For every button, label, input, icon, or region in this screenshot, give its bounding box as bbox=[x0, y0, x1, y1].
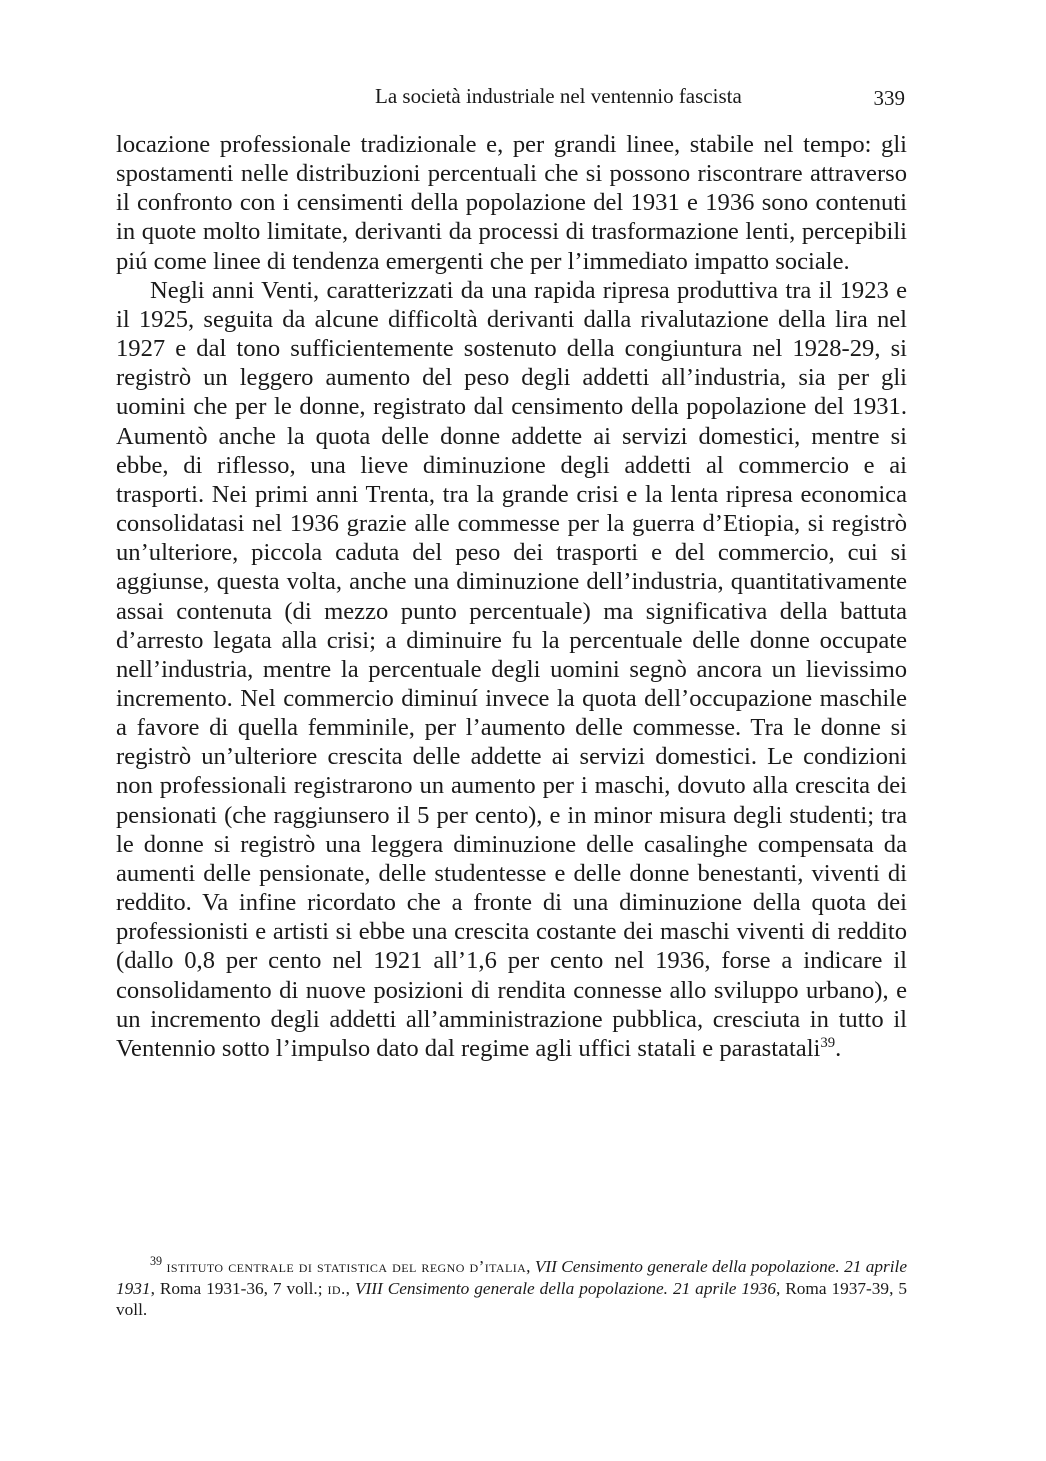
paragraph-2-text: Negli anni Venti, caratterizzati da una rapida ripresa produttiva tra il 1923 e il 1925, seguita da alcune difficoltà derivanti dalla rivalutazione della lira nel 1927 e dal tono sufficientemente sostenuto della congiuntura nel 1928-29, si registrò un leggero aumento del peso degli addetti all’industria, sia per gli uomini che per le donne, registrato dal censimento della popolazione del 1931. Aumentò anche la quota delle donne addette ai servizi domestici, mentre si ebbe, di riflesso, una lieve diminuzione degli addetti al commercio e ai trasporti. Nei primi anni Trenta, tra la grande crisi e la lenta ripresa economica consolidatasi nel 1936 grazie alle commesse per la guerra d’Etiopia, si registrò un’ulteriore, piccola caduta del peso dei trasporti e del commercio, cui si aggiunse, questa volta, anche una diminuzione dell’industria, quantitativamente assai contenuta (di mezzo punto percentuale) ma significativa della battuta d’arresto legata alla crisi; a diminuire fu la percentuale delle donne occupate nell’industria, mentre la percentuale degli uomini segnò ancora un lievissimo incremento. Nel commercio diminuí invece la quota dell’occupazione maschile a favore di quella femminile, per l’aumento delle commesse. Tra le donne si registrò un’ulteriore crescita delle addette ai servizi domestici. Le condizioni non professionali registrarono un aumento per i maschi, dovuto alla crescita dei pensionati (che raggiunsero il 5 per cento), e in minor misura degli studenti; tra le donne si registrò una leggera diminuzione delle casalinghe compensata da aumenti delle pensionate, delle studentesse e delle donne benestanti, viventi di reddito. Va infine ricordato che a fronte di una diminuzione della quota dei professionisti e artisti si ebbe una crescita costante dei maschi viventi di reddito (dallo 0,8 per cento nel 1921 all’1,6 per cento nel 1936, forse a indicare il consolidamento di nuove posizioni di rendita connesse allo sviluppo urbano), e un incremento degli addetti all’amministrazione pubblica, cresciuta in tutto il Ventennio sotto l’impulso dato dal regime agli uffici statali e parastatali bbox=[116, 276, 907, 1062]
footnote-publication-2: , Roma 1937-39, 5 voll. bbox=[116, 1278, 907, 1320]
paragraph-1-text: locazione professionale tradizionale e, per grandi linee, stabile nel tempo: gli spostamenti nelle distribuzioni percentuali che si possono riscontrare attraverso il confronto con i censimenti della popolazione del 1931 e 1936 sono contenuti in quote molto limitate, derivanti da processi di trasformazione lenti, percepibili piú come linee di tendenza emergenti che per l’immediato impatto sociale. bbox=[116, 131, 907, 275]
running-head bbox=[375, 84, 905, 114]
body-text bbox=[116, 130, 907, 1063]
footnote-39 bbox=[116, 1256, 907, 1321]
footnote-separator-1: , bbox=[526, 1257, 535, 1276]
footnote-separator-2: , bbox=[345, 1278, 355, 1298]
paragraph-2-end: . bbox=[835, 1034, 842, 1062]
footnote-idem: id. bbox=[327, 1278, 346, 1298]
running-title: La società industriale nel ventennio fascista bbox=[375, 84, 742, 108]
page-number: 339 bbox=[873, 86, 905, 110]
footnote-institute: istituto centrale di statistica del regno d’italia bbox=[166, 1257, 527, 1276]
footnote-title-1: VII Censimento generale della popolazione. 21 aprile 1931 bbox=[116, 1257, 907, 1298]
footnote-reference[interactable]: 39 bbox=[820, 1034, 836, 1051]
paragraph-1 bbox=[116, 130, 907, 276]
footnote-title-2: VIII Censimento generale della popolazione. 21 aprile 1936 bbox=[354, 1278, 776, 1298]
footnote-number: 39 bbox=[150, 1254, 163, 1269]
paragraph-2 bbox=[116, 276, 907, 1063]
footnote-publication-1: , Roma 1931-36, 7 voll.; bbox=[150, 1278, 328, 1298]
